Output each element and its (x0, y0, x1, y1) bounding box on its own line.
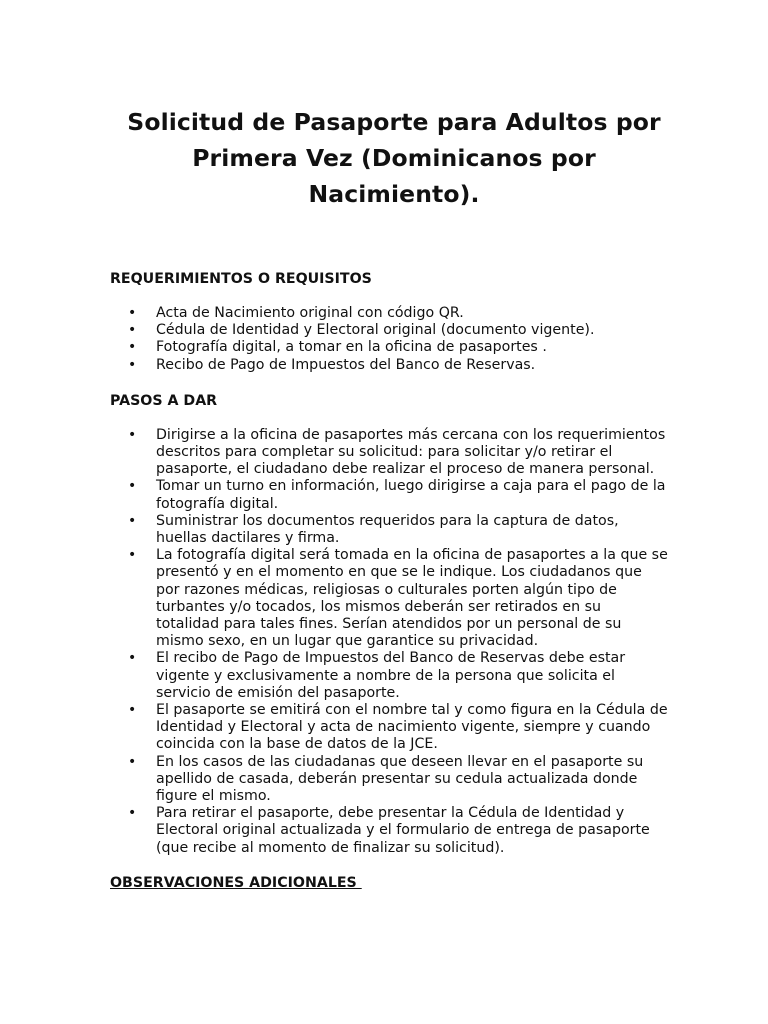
paso-item: • Para retirar el pasaporte, debe presentar la Cédula de Identidad y Electoral original actualizada y el formulario de entrega de pasaporte (que recibe al momento de finalizar su solicitud). (110, 805, 668, 857)
paso-item: • En los casos de las ciudadanas que deseen llevar en el pasaporte su apellido de casada, deberán presentar su cedula actualizada donde figure el mismo. (110, 754, 668, 806)
requisito-item: • Acta de Nacimiento original con código QR. (110, 305, 668, 322)
requisitos-heading: REQUERIMIENTOS O REQUISITOS (110, 271, 372, 287)
document-title: Solicitud de Pasaporte para Adultos por Primera Vez (Dominicanos por Nacimiento). (127, 108, 661, 208)
paso-item: • Tomar un turno en información, luego dirigirse a caja para el pago de la fotografía digital. (110, 478, 668, 512)
requisitos-list (110, 305, 668, 374)
pasos-heading: PASOS A DAR (110, 392, 218, 409)
requisito-item: • Cédula de Identidad y Electoral original (documento vigente). (110, 322, 668, 339)
observaciones-heading: OBSERVACIONES ADICIONALES (110, 874, 362, 891)
paso-item: • Suministrar los documentos requeridos para la captura de datos, huellas dactilares y firma. (110, 513, 668, 547)
pasos-list (110, 427, 668, 857)
paso-item: • El recibo de Pago de Impuestos del Banco de Reservas debe estar vigente y exclusivamente a nombre de la persona que solicita el servicio de emisión del pasaporte. (110, 650, 668, 702)
paso-item: • La fotografía digital será tomada en la oficina de pasaportes a la que se presentó y en el momento en que se le indique. Los ciudadanos que por razones médicas, religiosas o culturales porten algún tipo de turbantes y/o tocados, los mismos deberán ser retirados en su totalidad para tales fines. Serían atendidos por un personal de su mismo sexo, en un lugar que garantice su privacidad. (110, 547, 668, 650)
paso-item: • El pasaporte se emitirá con el nombre tal y como figura en la Cédula de Identidad y Electoral y acta de nacimiento vigente, siempre y cuando coincida con la base de datos de la JCE. (110, 702, 668, 754)
requisito-item: • Recibo de Pago de Impuestos del Banco de Reservas. (110, 357, 668, 374)
paso-item: • Dirigirse a la oficina de pasaportes más cercana con los requerimientos descritos para completar su solicitud: para solicitar y/o retirar el pasaporte, el ciudadano debe realizar el proceso de manera personal. (110, 427, 668, 479)
requisito-item: • Fotografía digital, a tomar en la oficina de pasaportes . (110, 339, 668, 356)
